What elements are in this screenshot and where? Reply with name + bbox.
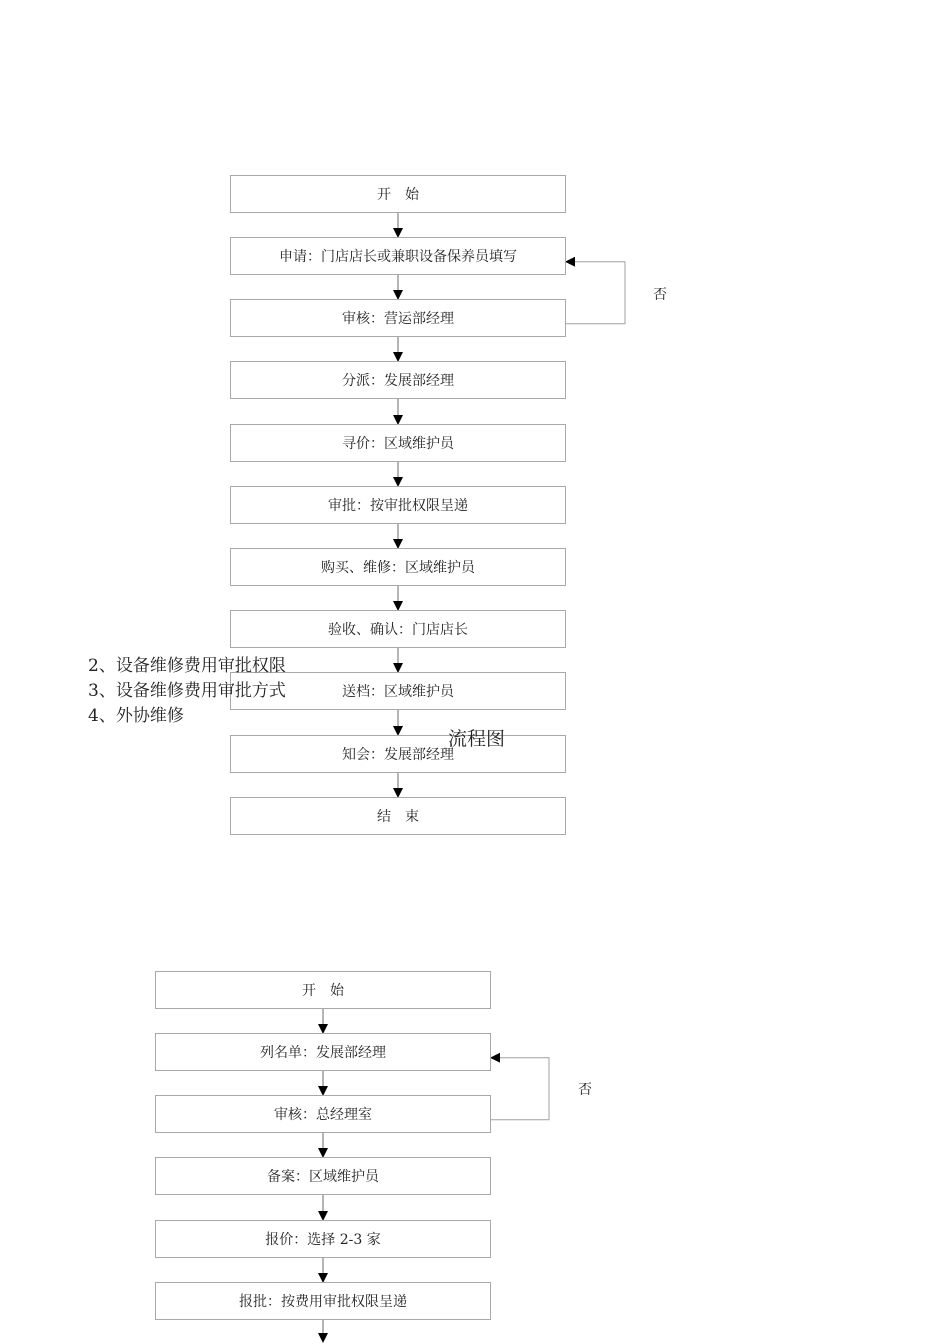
- flow-b-reject-loop: [491, 1058, 549, 1120]
- flow-a-notify: 知会：发展部经理: [230, 735, 566, 773]
- flow-b-review: 审核：总经理室: [155, 1095, 491, 1133]
- flow-a-purchase: 购买、维修：区域维护员: [230, 548, 566, 586]
- flow-a-apply: 申请：门店店长或兼职设备保养员填写: [230, 237, 566, 275]
- flow-b-list: 列名单：发展部经理: [155, 1033, 491, 1071]
- flow-a-start: 开 始: [230, 175, 566, 213]
- note-item-approval-method: 3、设备维修费用审批方式: [88, 681, 286, 701]
- flow-a-review: 审核：营运部经理: [230, 299, 566, 337]
- flow-b-no-label: 否: [578, 1082, 592, 1098]
- flow-b-quote: 报价：选择 2-3 家: [155, 1220, 491, 1258]
- flow-a-no-label: 否: [653, 287, 667, 303]
- note-item-approval-authority: 2、设备维修费用审批权限: [88, 656, 286, 676]
- flow-a-inquiry: 寻价：区域维护员: [230, 424, 566, 462]
- flowchart-title: 流程图: [448, 728, 506, 750]
- flow-a-accept: 验收、确认：门店店长: [230, 610, 566, 648]
- flow-a-reject-loop: [566, 262, 625, 324]
- flow-b-submit: 报批：按费用审批权限呈递: [155, 1282, 491, 1320]
- flow-a-approve: 审批：按审批权限呈递: [230, 486, 566, 524]
- flow-b-start: 开 始: [155, 971, 491, 1009]
- flow-a-end: 结 束: [230, 797, 566, 835]
- flow-a-archive: 送档：区域维护员: [230, 672, 566, 710]
- note-item-outsourced-repair: 4、外协维修: [88, 706, 184, 726]
- flow-b-record: 备案：区域维护员: [155, 1157, 491, 1195]
- flow-a-dispatch: 分派：发展部经理: [230, 361, 566, 399]
